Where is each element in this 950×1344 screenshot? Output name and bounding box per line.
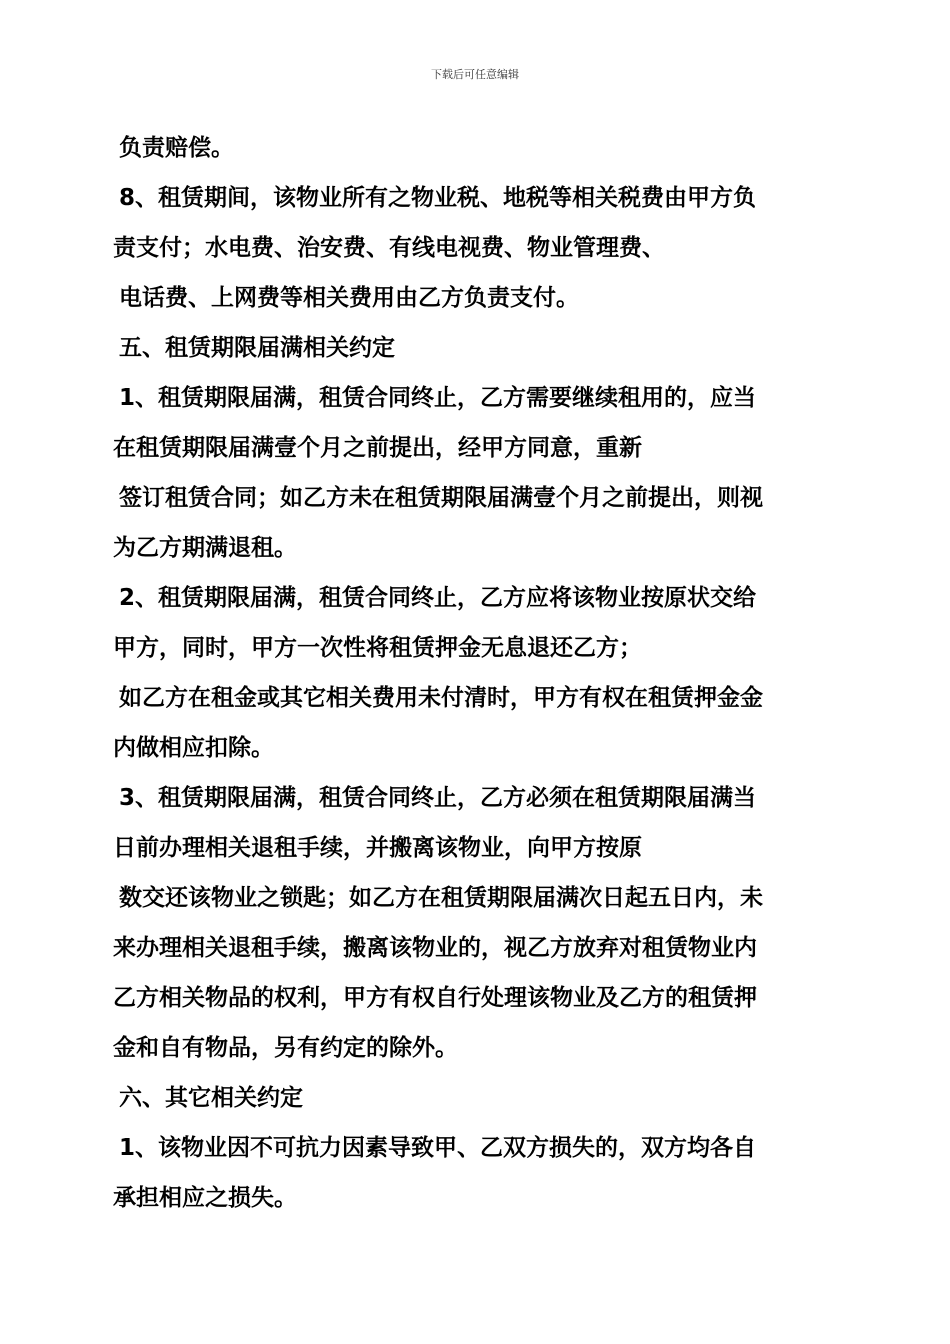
text-line: 电话费、上网费等相关费用由乙方负责支付。 (119, 285, 579, 311)
text-line: 五、租赁期限届满相关约定 (119, 335, 395, 361)
text-line: 金和自有物品，另有约定的除外。 (113, 1035, 458, 1061)
text-line: 8、租赁期间，该物业所有之物业税、地税等相关税费由甲方负 (119, 185, 757, 211)
text-line: 1、该物业因不可抗力因素导致甲、乙双方损失的，双方均各自 (119, 1135, 757, 1161)
text-line: 如乙方在租金或其它相关费用未付清时，甲方有权在租赁押金金 (119, 685, 763, 711)
document-body (113, 123, 843, 1223)
text-line: 内做相应扣除。 (113, 735, 274, 761)
text-line: 在租赁期限届满壹个月之前提出，经甲方同意，重新 (113, 435, 642, 461)
text-line: 数交还该物业之锁匙；如乙方在租赁期限届满次日起五日内，未 (119, 885, 763, 911)
text-line: 日前办理相关退租手续，并搬离该物业，向甲方按原 (113, 835, 642, 861)
text-line: 负责赔偿。 (119, 135, 234, 161)
text-line: 乙方相关物品的权利，甲方有权自行处理该物业及乙方的租赁押 (113, 985, 757, 1011)
text-line: 签订租赁合同；如乙方未在租赁期限届满壹个月之前提出，则视 (119, 485, 763, 511)
text-line: 2、租赁期限届满，租赁合同终止，乙方应将该物业按原状交给 (119, 585, 757, 611)
text-line: 来办理相关退租手续，搬离该物业的，视乙方放弃对租赁物业内 (113, 935, 757, 961)
text-line: 责支付；水电费、治安费、有线电视费、物业管理费、 (113, 235, 665, 261)
text-line: 3、租赁期限届满，租赁合同终止，乙方必须在租赁期限届满当 (119, 785, 757, 811)
text-line: 1、租赁期限届满，租赁合同终止，乙方需要继续租用的，应当 (119, 385, 757, 411)
text-line: 为乙方期满退租。 (113, 535, 297, 561)
text-line: 甲方，同时，甲方一次性将租赁押金无息退还乙方； (113, 635, 642, 661)
text-line: 承担相应之损失。 (113, 1185, 297, 1211)
text-line: 六、其它相关约定 (119, 1085, 303, 1111)
page-header-note: 下载后可任意编辑 (431, 68, 519, 81)
